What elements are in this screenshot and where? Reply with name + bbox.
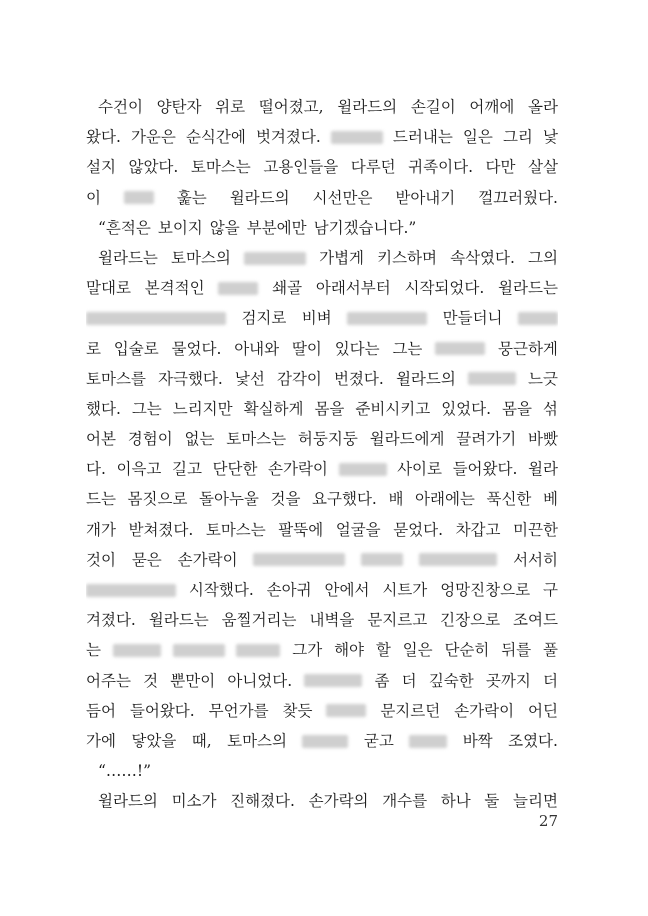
word: 무언가를 [208,701,269,720]
text-line [86,484,558,514]
text-line [86,364,558,394]
word: 어주는 [86,671,131,690]
word: “……!” [98,762,152,781]
word: 곳까지 [485,671,531,690]
word: 푹신한 [486,490,532,509]
word: 없는 [184,430,215,449]
word: 토마스의 [171,248,231,267]
word: 좀 [374,671,390,690]
word: 그의 [528,248,558,267]
word: 위로 [215,98,246,116]
word: 아래서부터 [315,279,391,298]
word: 아래에는 [415,490,475,509]
word: 비벼 [301,309,332,328]
word: 본격적인 [144,279,205,298]
word: 시선만은 [312,188,373,207]
word: 손가락이 [177,550,238,569]
word: 드는 [86,490,116,509]
blurred-text [331,131,383,144]
word: 윌라드의 [337,98,398,116]
word: 늘리면 [513,792,558,811]
word: 윌라드의 [229,188,290,207]
word: 다만 [485,158,516,177]
blurred-text [302,735,348,748]
text-line [86,122,558,152]
word: 문지르고 [367,611,428,630]
word: 배 [388,490,404,509]
word: 일은 [402,641,433,660]
word: 딸이 [291,339,322,358]
body-text [86,92,558,817]
word: 자극했다. [158,369,223,388]
blurred-text [236,644,280,657]
word: 길고 [171,460,202,479]
word: 그리 [502,128,533,147]
blurred-text [361,553,403,566]
word: 로 [86,339,101,358]
word: 베 [542,490,558,509]
text-line [86,152,558,182]
word: 진해졌다. [230,792,295,811]
word: 것 [143,671,159,690]
text-line [86,635,558,665]
word: 시작했다. [188,581,254,599]
word: 키스하며 [377,248,438,267]
word: 들어왔다. [452,460,518,479]
word: 차갑고 [455,520,501,539]
word: 묻었다. [393,520,444,539]
word: 윌라드는 [498,279,558,298]
word: 개가 [86,520,116,539]
word: 순식간에 [185,128,246,147]
word: 일은 [462,128,493,147]
word: 드러내는 [392,128,453,147]
word: 깊숙한 [428,671,474,690]
word: 양탄자 [156,98,202,116]
word: 껄끄러웠다. [478,188,558,207]
blurred-text [468,372,516,385]
blurred-text [113,644,161,657]
word: 감각이 [276,369,322,388]
word: 어깨에 [469,98,515,116]
word: 확실하게 [243,399,304,418]
word: 할 [375,641,391,660]
word: 하나 [440,792,471,811]
word: 가볍게 [319,248,365,267]
word: 닿았을 [131,731,177,750]
word: 그는 [392,339,423,358]
word: 더 [401,671,417,690]
word: 단순히 [444,641,490,660]
text-line [86,454,558,484]
word: 몸을 [314,399,345,418]
word: 바빴 [528,430,558,449]
word: 더 [543,671,558,690]
word: 손가락의 [308,792,369,811]
word: 윌라드는 [148,611,209,630]
word: 검지로 [241,309,287,328]
word: 긴장으로 [440,611,501,630]
blurred-text [218,282,258,295]
text-line [86,303,558,333]
word: 해야 [334,641,365,660]
word: 부분에만 [246,218,307,237]
word: 끌려가기 [456,430,517,449]
word: 않을 [209,218,240,237]
word: 손가락이 [268,460,328,479]
word: 가운은 [130,128,176,147]
text-line [86,605,558,635]
text-line [86,515,558,545]
blurred-text [409,735,447,748]
word: 벗겨졌다. [255,128,321,147]
word: 그는 [131,399,162,418]
word: 팔뚝에 [278,520,324,539]
text-line [86,696,558,726]
word: 뭉근하게 [498,339,558,358]
word: 사이로 [397,460,442,479]
word: 윌라드에게 [369,430,445,449]
word: 얼굴을 [335,520,381,539]
word: 손가락이 [454,701,515,720]
word: 낯선 [234,369,265,388]
word: 바짝 [462,731,493,750]
word: 단단한 [212,460,258,479]
blurred-text [326,704,366,717]
blurred-text [419,553,497,566]
word: 내벽을 [309,611,355,630]
word: 수건이 [98,98,143,116]
word: 손길이 [410,98,456,116]
word: 손아귀 [266,581,312,599]
word: 굳고 [363,731,394,750]
word: 왔다. [86,128,121,147]
word: 시작되었다. [404,279,485,298]
word: 않았다. [128,158,179,177]
word: 이 [86,188,101,207]
word: 것을 [270,490,301,509]
word: 몸짓으로 [127,490,188,509]
word: 미소가 [171,792,217,811]
text-line [86,273,558,303]
word: 듬어 [86,701,116,720]
word: 토마스를 [86,369,146,388]
word: 말대로 [86,279,131,298]
page-number: 27 [538,812,558,830]
word: 귀족이다. [408,158,473,177]
word: 찾듯 [282,701,313,720]
word: 남기겠습니다.” [313,218,417,237]
blurred-text [253,553,345,566]
word: 번졌다. [333,369,384,388]
word: 설지 [86,158,116,177]
word: 뒤를 [501,641,532,660]
word: 윌라드의 [98,792,158,811]
word: 만들더니 [442,309,503,328]
word: 엉망진창으로 [440,581,531,599]
blurred-text [86,312,226,325]
word: 입술로 [113,339,159,358]
word: 섞 [542,399,558,418]
word: 토마스의 [227,731,287,750]
word: 토마스는 [190,158,251,177]
text-line [86,545,558,575]
word: 뿐만이 [170,671,216,690]
word: 미끈한 [513,520,558,539]
word: 물었다. [171,339,222,358]
word: 것이 [86,550,116,569]
word: 받아내기 [395,188,456,207]
word: 문지르던 [380,701,441,720]
word: 시트가 [382,581,428,599]
word: 돌아누울 [199,490,259,509]
blurred-text [339,463,387,476]
text-line [86,575,558,605]
text-line [86,666,558,696]
word: 는 [86,641,101,660]
blurred-text [347,312,427,325]
word: 속삭였다. [450,248,515,267]
word: 어본 [86,430,116,449]
word: 어딘 [528,701,558,720]
word: 올라 [527,98,558,116]
text-line [86,726,558,756]
word: 받쳐졌다. [128,520,194,539]
text-line [86,424,558,454]
word: 구 [542,581,558,599]
word: 둘 [484,792,500,811]
word: 들어왔다. [129,701,195,720]
word: 윌라드는 [98,248,158,267]
word: 조여드 [513,611,558,630]
blurred-text [244,252,306,265]
word: 쇄골 [272,279,303,298]
word: 다. [86,460,106,479]
word: 조였다. [508,731,558,750]
text-line [86,92,558,122]
text-line [86,756,558,786]
text-line [86,243,558,273]
word: 그가 [292,641,323,660]
word: 준비시키고 [355,399,431,418]
blurred-text [304,674,362,687]
blurred-text [124,191,154,204]
word: 있었다. [441,399,492,418]
word: 몸을 [502,399,532,418]
text-line [86,334,558,364]
text-line [86,213,558,243]
word: 아내와 [234,339,280,358]
word: 낯 [542,128,558,147]
blurred-text [518,312,558,325]
word: 움찔거리는 [221,611,297,630]
word: 경험이 [127,430,173,449]
word: 있다는 [334,339,380,358]
text-line [86,394,558,424]
word: 풀 [542,641,558,660]
word: 요구했다. [312,490,377,509]
word: 떨어졌고, [258,98,324,116]
word: 했다. [86,399,121,418]
text-line [86,786,558,816]
word: 개수를 [382,792,428,811]
word: 안에서 [324,581,370,599]
word: 때, [191,731,212,750]
word: 아니었다. [227,671,293,690]
word: 윌라 [527,460,558,479]
text-line [86,183,558,213]
word: 느리지만 [172,399,233,418]
word: 가에 [86,731,116,750]
word: 훑는 [176,188,207,207]
word: 토마스는 [226,430,287,449]
word: 허둥지둥 [297,430,358,449]
word: 느긋 [528,369,558,388]
word: 토마스는 [205,520,266,539]
word: “흔적은 [98,218,151,237]
word: 보이지 [157,218,203,237]
blurred-text [173,644,225,657]
word: 살살 [528,158,558,177]
word: 윌라드의 [395,369,456,388]
word: 겨졌다. [86,611,136,630]
blurred-text [86,584,176,597]
word: 다루던 [350,158,396,177]
word: 이윽고 [116,460,162,479]
word: 고용인들을 [263,158,339,177]
word: 서서히 [513,550,558,569]
blurred-text [435,342,485,355]
word: 묻은 [131,550,162,569]
